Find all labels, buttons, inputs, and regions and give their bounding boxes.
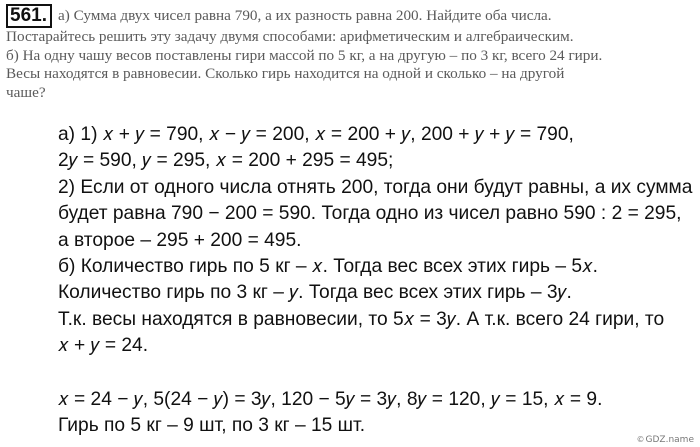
problem-number: 561.	[6, 4, 52, 28]
solution-line-2: 2𝑦 = 590, 𝑦 = 295, 𝑥 = 200 + 295 = 495;	[58, 150, 394, 172]
copyright-icon: ©	[636, 435, 645, 444]
solution-line-6: б) Количество гирь по 5 кг – 𝑥. Тогда вес всех этих гирь – 5𝑥.	[58, 256, 599, 278]
problem-text-a: а) Сумма двух чисел равна 790, а их разность равна 200. Найдите оба числа.	[57, 7, 552, 24]
solution-line-1: а) 1) 𝑥 + 𝑦 = 790, 𝑥 − 𝑦 = 200, 𝑥 = 200 + 𝑦, 200 + 𝑦 + 𝑦 = 790,	[58, 124, 574, 145]
solution-line-9: 𝑥 + 𝑦 = 24.	[58, 335, 149, 357]
solution-body	[58, 122, 698, 360]
solution-line-3: 2) Если от одного числа отнять 200, тогда они будут равны, а их сумма	[58, 176, 693, 198]
solution-final	[58, 387, 698, 440]
final-equation-line: 𝑥 = 24 − 𝑦, 5(24 − 𝑦) = 3𝑦, 120 − 5𝑦 = 3𝑦, 8𝑦 = 120, 𝑦 = 15, 𝑥 = 9.	[58, 389, 603, 410]
problem-line-4: Весы находятся в равновесии. Сколько гирь находится на одной и сколько – на другой	[6, 65, 565, 83]
problem-line-2: Постарайтесь решить эту задачу двумя способами: арифметическим и алгебраическим.	[6, 28, 574, 45]
problem-line-1	[6, 4, 694, 28]
problem-line-3: б) На одну чашу весов поставлены гири массой по 5 кг, а на другую – по 3 кг, всего 24 гири.	[6, 46, 603, 64]
watermark-text: GDZ.name	[645, 435, 694, 445]
solution-line-8: Т.к. весы находятся в равновесии, то 5𝑥 = 3𝑦. А т.к. всего 24 гири, то	[58, 308, 665, 330]
problem-line-5: чаше?	[6, 83, 46, 101]
solution-line-7: Количество гирь по 3 кг – 𝑦. Тогда вес всех этих гирь – 3𝑦.	[58, 282, 572, 304]
watermark	[637, 435, 694, 445]
solution-line-5: а второе – 295 + 200 = 495.	[58, 229, 302, 251]
solution-line-4: будет равна 790 − 200 = 590. Тогда одно из чисел равно 590 : 2 = 295,	[58, 203, 682, 225]
problem-statement	[6, 4, 694, 102]
final-answer-line: Гирь по 5 кг – 9 шт, по 3 кг – 15 шт.	[58, 415, 366, 437]
